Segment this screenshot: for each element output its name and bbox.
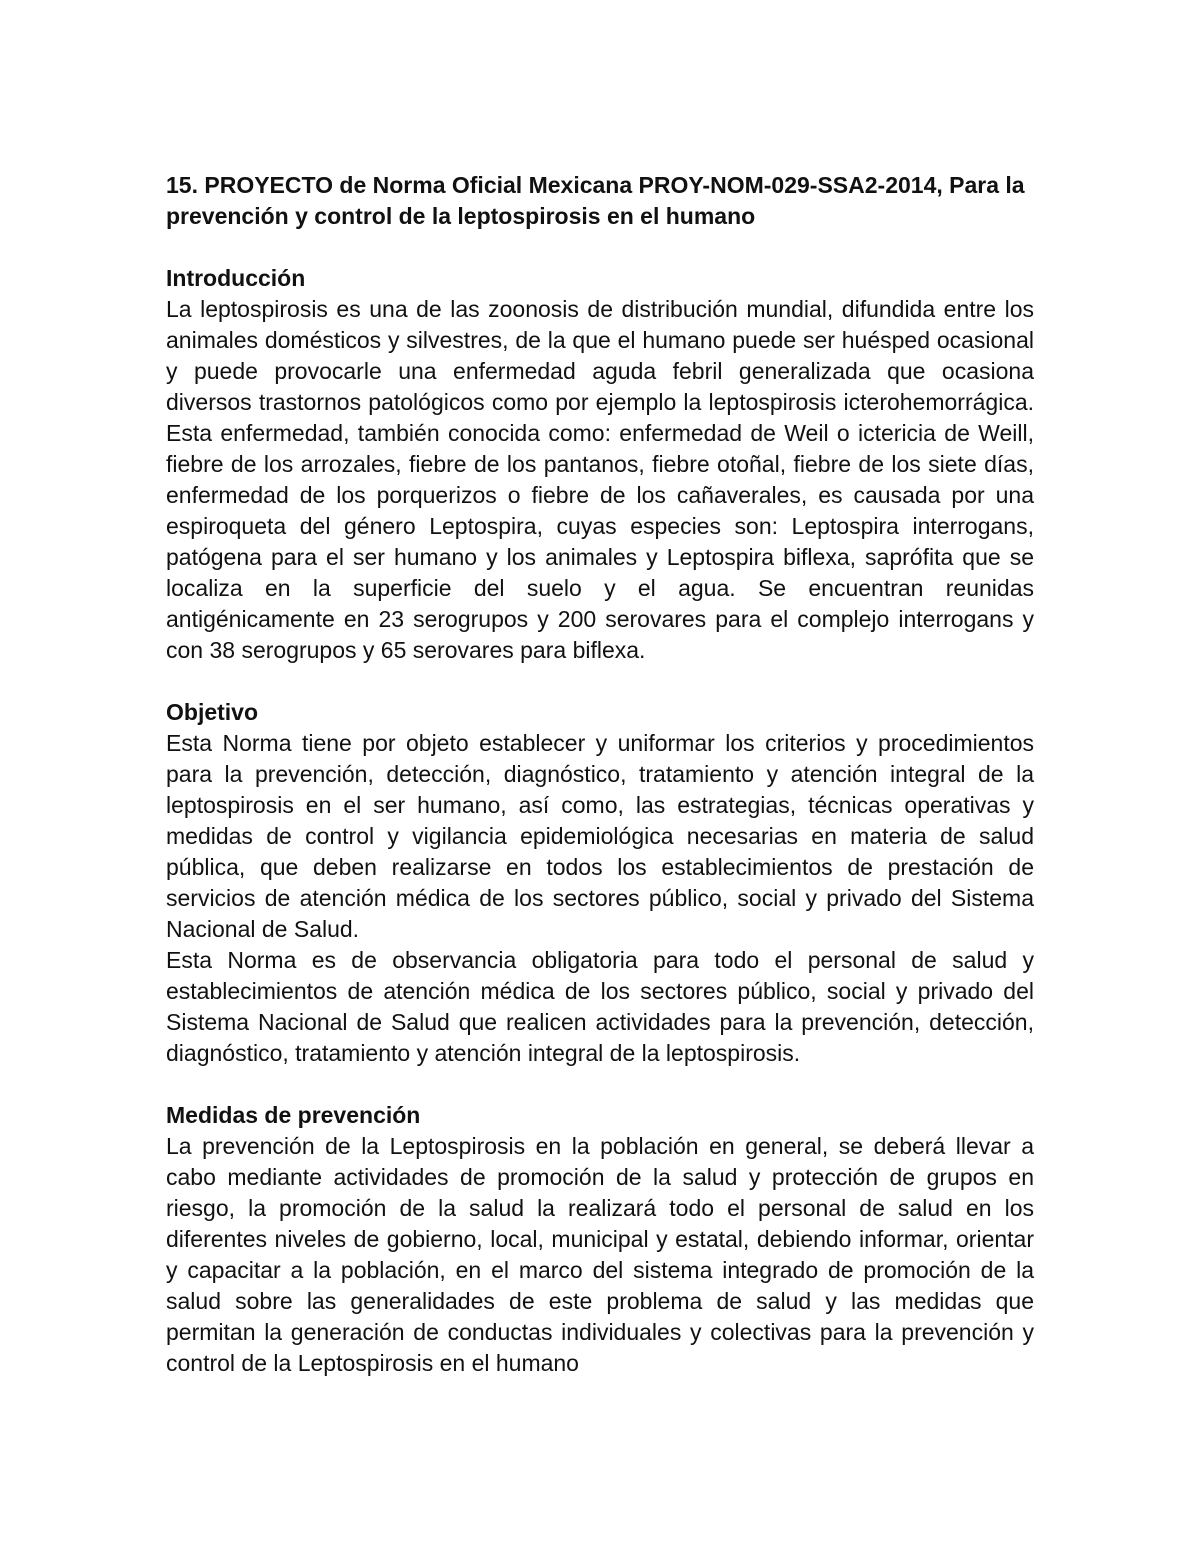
- paragraph-objetivo-1: Esta Norma tiene por objeto establecer y uniformar los criterios y procedimientos para la prevención, detección, diagnóstico, tratamiento y atención integral de la leptospirosis en el ser humano, así como, las estrategias, técnicas operativas y medidas de control y vigilancia epidemiológica necesarias en materia de salud pública, que deben realizarse en todos los establecimientos de prestación de servicios de atención médica de los sectores público, social y privado del Sistema Nacional de Salud.: [166, 730, 1034, 942]
- section-introduccion: [166, 263, 1034, 666]
- section-objetivo: [166, 697, 1034, 1069]
- section-heading-objetivo: Objetivo: [166, 699, 259, 725]
- document-page: [166, 170, 1034, 1379]
- section-heading-medidas-prevencion: Medidas de prevención: [166, 1102, 421, 1128]
- paragraph-medidas-prevencion: La prevención de la Leptospirosis en la población en general, se deberá llevar a cabo mediante actividades de promoción de la salud y protección de grupos en riesgo, la promoción de la salud la realizará todo el personal de salud en los diferentes niveles de gobierno, local, municipal y estatal, debiendo informar, orientar y capacitar a la población, en el marco del sistema integrado de promoción de la salud sobre las generalidades de este problema de salud y las medidas que permitan la generación de conductas individuales y colectivas para la prevención y control de la Leptospirosis en el humano: [166, 1133, 1034, 1376]
- section-heading-introduccion: Introducción: [166, 265, 306, 291]
- paragraph-objetivo-2: Esta Norma es de observancia obligatoria para todo el personal de salud y establecimientos de atención médica de los sectores público, social y privado del Sistema Nacional de Salud que realicen actividades para la prevención, detección, diagnóstico, tratamiento y atención integral de la leptospirosis.: [166, 947, 1034, 1066]
- document-title: 15. PROYECTO de Norma Oficial Mexicana PROY-NOM-029-SSA2-2014, Para la prevención y control de la leptospirosis en el humano: [166, 172, 1025, 229]
- section-medidas-prevencion: [166, 1100, 1034, 1379]
- paragraph-introduccion: La leptospirosis es una de las zoonosis de distribución mundial, difundida entre los animales domésticos y silvestres, de la que el humano puede ser huésped ocasional y puede provocarle una enfermedad aguda febril generalizada que ocasiona diversos trastornos patológicos como por ejemplo la leptospirosis icterohemorrágica. Esta enfermedad, también conocida como: enfermedad de Weil o ictericia de Weill, fiebre de los arrozales, fiebre de los pantanos, fiebre otoñal, fiebre de los siete días, enfermedad de los porquerizos o fiebre de los cañaverales, es causada por una espiroqueta del género Leptospira, cuyas especies son: Leptospira interrogans, patógena para el ser humano y los animales y Leptospira biflexa, saprófita que se localiza en la superficie del suelo y el agua. Se encuentran reunidas antigénicamente en 23 serogrupos y 200 serovares para el complejo interrogans y con 38 serogrupos y 65 serovares para biflexa.: [166, 296, 1034, 663]
